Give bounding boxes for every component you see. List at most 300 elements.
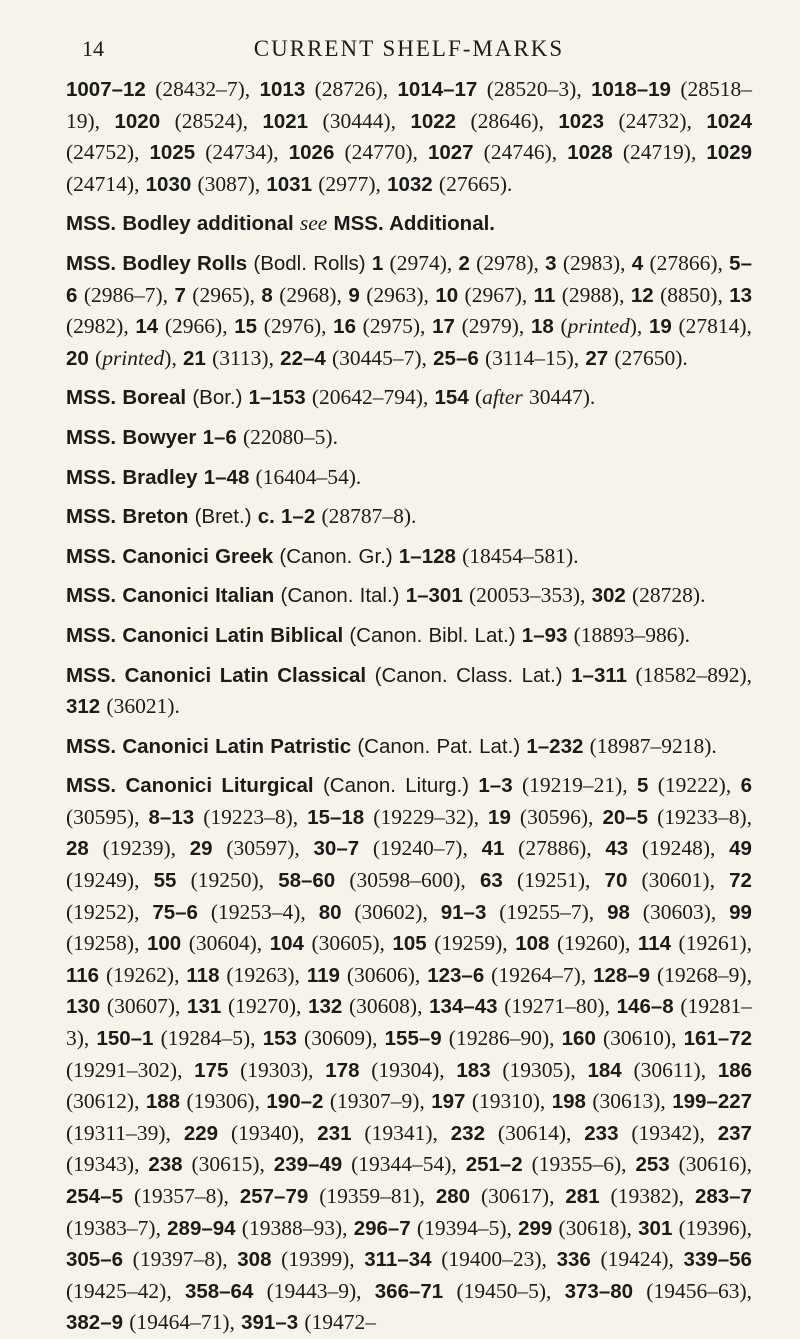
reference-text: (30605), xyxy=(311,931,385,956)
reference-text: (19344–54), xyxy=(351,1152,457,1177)
reference-text: (3113), xyxy=(212,345,274,370)
reference-text: (24770), xyxy=(344,140,418,165)
reference-text: (8850), xyxy=(660,282,723,307)
reference-text: (30445–7), xyxy=(331,345,427,370)
shelf-mark-number: 161–72 xyxy=(683,1027,753,1051)
reference-text: (Canon. Gr.) xyxy=(279,544,393,568)
reference-text: (30607), xyxy=(106,994,181,1019)
reference-text: (19425–42), xyxy=(66,1278,172,1303)
shelf-mark-number: 41 xyxy=(481,837,505,861)
shelf-mark-number: 301 xyxy=(638,1216,673,1240)
reference-text: (19397–8), xyxy=(132,1247,228,1272)
reference-text: (20053–353), xyxy=(468,583,586,608)
shelf-mark-number: 17 xyxy=(432,315,455,339)
shelf-mark-number: 100 xyxy=(146,932,182,956)
shelf-mark-number: 5 xyxy=(637,774,649,798)
reference-text: (30604), xyxy=(188,931,263,956)
reference-text: (19472– xyxy=(304,1310,377,1335)
shelf-mark-number: 118 xyxy=(186,963,220,987)
reference-text: (19304), xyxy=(371,1057,445,1082)
shelf-mark-number: 30–7 xyxy=(313,837,360,861)
reference-text: (2966), xyxy=(164,314,228,339)
shelf-mark-number: 1020 xyxy=(114,109,161,133)
shelf-mark-number: 232 xyxy=(450,1121,485,1145)
shelf-mark-number: 289–94 xyxy=(167,1216,236,1240)
reference-text: (28728). xyxy=(632,583,706,608)
reference-text: (2976), xyxy=(263,314,327,339)
shelf-mark-number: 14 xyxy=(135,315,159,339)
reference-text: (2978), xyxy=(476,250,539,275)
shelf-mark-number: 119 xyxy=(306,963,340,987)
reference-text: (Canon. Class. Lat.) xyxy=(374,663,563,687)
reference-text: (2979), xyxy=(461,314,525,339)
shelf-mark-number: 80 xyxy=(318,900,342,924)
shelf-mark-number: 114 xyxy=(637,932,671,956)
shelf-mark-number: 5–6 xyxy=(66,251,752,307)
reference-text: (Canon. Bibl. Lat.) xyxy=(349,623,516,647)
shelf-mark-number: 251–2 xyxy=(465,1153,523,1177)
reference-text: (30617), xyxy=(481,1184,555,1208)
reference-text: (24732), xyxy=(618,108,692,133)
reference-text: (2982), xyxy=(66,314,129,339)
reference-text: (19306), xyxy=(186,1089,260,1114)
shelf-mark-number: 20–5 xyxy=(602,805,649,829)
reference-text: (19259), xyxy=(434,931,508,956)
reference-text: (16404–54). xyxy=(255,464,362,489)
shelf-mark-number: 373–80 xyxy=(564,1279,634,1303)
reference-text: (30598–600), xyxy=(349,868,466,893)
reference-text: (19307–9), xyxy=(329,1089,425,1114)
shelf-mark-entry xyxy=(66,422,752,454)
reference-text: (27650). xyxy=(614,345,688,370)
shelf-mark-number: 134–43 xyxy=(429,995,498,1019)
shelf-mark-number: 3 xyxy=(545,251,557,275)
shelf-mark-number: 22–4 xyxy=(280,346,326,370)
reference-text: (19258), xyxy=(66,931,140,956)
reference-text: (Canon. Ital.) xyxy=(280,584,400,608)
reference-text: (30611), xyxy=(633,1057,707,1082)
shelf-mark-number: MSS. Canonici Liturgical xyxy=(66,774,314,798)
reference-text: (3114–15), xyxy=(484,345,580,370)
shelf-mark-number: 1021 xyxy=(262,109,309,133)
reference-text: (19223–8), xyxy=(203,804,299,829)
shelf-mark-entry xyxy=(66,620,752,652)
shelf-mark-entry xyxy=(66,501,752,533)
shelf-mark-number: 229 xyxy=(183,1121,219,1145)
reference-text: (19399), xyxy=(281,1247,355,1272)
shelf-mark-number: 1013 xyxy=(259,78,306,101)
reference-text: (28726), xyxy=(314,77,389,101)
shelf-mark-number: 132 xyxy=(308,995,343,1019)
reference-text: (24714), xyxy=(66,171,140,196)
reference-text: (30613), xyxy=(592,1089,666,1114)
shelf-mark-number: 188 xyxy=(145,1090,181,1114)
shelf-mark-number: MSS. Canonici Latin Classical xyxy=(66,663,367,687)
reference-text: (19388–93), xyxy=(241,1215,348,1240)
reference-text: (19249), xyxy=(66,868,140,893)
shelf-mark-number: 155–9 xyxy=(384,1027,442,1051)
reference-text: (19303), xyxy=(240,1057,314,1082)
reference-text: (27886), xyxy=(518,836,592,861)
shelf-mark-number: 18 xyxy=(530,315,554,339)
shelf-mark-number: MSS. Canonici Latin Patristic xyxy=(66,734,352,758)
shelf-mark-number: 296–7 xyxy=(353,1216,411,1240)
reference-text: (19261), xyxy=(678,931,752,956)
shelf-mark-number: 1014–17 xyxy=(397,78,478,101)
shelf-mark-number: 1–232 xyxy=(526,734,584,758)
reference-text: ), xyxy=(629,314,643,339)
shelf-mark-number: 131 xyxy=(187,995,222,1019)
reference-text: (19400–23), xyxy=(441,1247,547,1272)
shelf-mark-number: 19 xyxy=(648,315,672,339)
shelf-mark-number: 1 xyxy=(371,251,384,275)
shelf-mark-number: 55 xyxy=(153,869,177,893)
shelf-mark-number: MSS. Boreal xyxy=(66,386,187,410)
reference-text: (30601), xyxy=(641,868,715,893)
reference-text: (19255–7), xyxy=(499,899,595,924)
reference-text: (Canon. Liturg.) xyxy=(322,774,470,798)
shelf-mark-number: 197 xyxy=(431,1090,466,1114)
shelf-mark-number: 198 xyxy=(551,1090,586,1114)
reference-text: (19286–90), xyxy=(448,1026,555,1051)
shelf-mark-entry xyxy=(66,541,752,573)
reference-text: (19229–32), xyxy=(373,804,479,829)
reference-text: (30603), xyxy=(642,899,717,924)
shelf-mark-number: 43 xyxy=(605,837,629,861)
reference-text: (19248), xyxy=(641,836,716,861)
reference-text: (19240–7), xyxy=(372,836,468,861)
shelf-mark-number: MSS. Canonici Italian xyxy=(66,584,275,608)
shelf-mark-number: 183 xyxy=(456,1058,491,1082)
shelf-mark-number: 308 xyxy=(237,1248,272,1272)
shelf-mark-number: 239–49 xyxy=(273,1153,343,1177)
reference-text: (19396), xyxy=(678,1215,753,1240)
shelf-mark-number: 15 xyxy=(234,315,258,339)
shelf-mark-number: 302 xyxy=(591,584,626,608)
reference-text: (19271–80), xyxy=(504,994,610,1019)
shelf-mark-number: 12 xyxy=(630,283,654,307)
shelf-mark-number: MSS. Breton xyxy=(66,505,189,529)
shelf-mark-number: 175 xyxy=(194,1058,229,1082)
reference-text: (24746), xyxy=(483,140,558,165)
shelf-mark-number: MSS. Bodley Rolls xyxy=(66,251,248,275)
reference-text: (18582–892), xyxy=(635,662,752,687)
shelf-mark-number: 99 xyxy=(729,900,752,924)
shelf-mark-number: 1–6 xyxy=(202,425,237,449)
shelf-mark-number: 29 xyxy=(189,837,213,861)
shelf-mark-number: 366–71 xyxy=(374,1279,444,1303)
shelf-mark-number: 312 xyxy=(66,695,101,719)
shelf-mark-entry xyxy=(66,208,752,240)
reference-text: (Canon. Pat. Lat.) xyxy=(357,734,521,758)
reference-text: (19340), xyxy=(230,1120,305,1145)
shelf-mark-number: 104 xyxy=(269,932,304,956)
reference-text: (19284–5), xyxy=(160,1026,256,1051)
reference-text: (19253–4), xyxy=(210,899,306,924)
reference-text: (19305), xyxy=(502,1057,576,1082)
reference-text: (30608), xyxy=(349,994,423,1019)
shelf-mark-number: MSS. Additional. xyxy=(333,212,495,236)
reference-text: (19357–8), xyxy=(133,1184,229,1208)
shelf-mark-number: 186 xyxy=(717,1058,753,1082)
shelf-mark-number: 391–3 xyxy=(241,1311,299,1335)
shelf-mark-number: 1–128 xyxy=(398,544,456,568)
reference-text: (24752), xyxy=(66,140,140,165)
reference-text: (30618), xyxy=(558,1215,632,1240)
reference-text: 30447). xyxy=(528,385,596,410)
reference-text: (30444), xyxy=(322,108,396,133)
reference-text: (19464–71), xyxy=(129,1310,235,1335)
shelf-mark-number: 25–6 xyxy=(433,346,479,370)
reference-text: (19270), xyxy=(227,994,302,1019)
shelf-mark-number: 146–8 xyxy=(616,995,674,1019)
shelf-mark-number: 128–9 xyxy=(593,963,651,987)
reference-text: (2965), xyxy=(192,282,255,307)
shelf-mark-number: 10 xyxy=(435,283,459,307)
shelf-mark-entry xyxy=(66,660,752,723)
reference-text: ( xyxy=(95,345,103,370)
shelf-mark-number: 6 xyxy=(740,774,752,798)
reference-text: (22080–5). xyxy=(243,424,338,449)
reference-text: (30609), xyxy=(304,1026,378,1051)
shelf-mark-entry xyxy=(66,74,752,200)
shelf-mark-number: 1–311 xyxy=(571,663,628,687)
reference-text: (28520–3), xyxy=(486,77,582,101)
shelf-mark-number: 1031 xyxy=(266,172,312,196)
reference-text: (19263), xyxy=(226,962,300,987)
shelf-mark-number: 1–3 xyxy=(478,774,513,798)
shelf-mark-number: 1027 xyxy=(427,141,474,165)
reference-text: (24719), xyxy=(622,140,697,165)
shelf-mark-number: 299 xyxy=(518,1216,553,1240)
shelf-mark-number: c. 1–2 xyxy=(257,505,316,529)
reference-text: (19310), xyxy=(471,1089,546,1114)
shelf-mark-number: 257–79 xyxy=(239,1185,309,1208)
reference-text: (19450–5), xyxy=(456,1278,552,1303)
shelf-mark-number: 11 xyxy=(533,283,556,307)
reference-text: (19250), xyxy=(190,868,265,893)
shelf-mark-number: MSS. Bradley xyxy=(66,465,198,489)
reference-text: (30614), xyxy=(497,1120,572,1145)
reference-text: (30602), xyxy=(354,899,428,924)
shelf-mark-number: 19 xyxy=(488,805,511,829)
reference-text: (19264–7), xyxy=(491,962,587,987)
shelf-mark-number: 91–3 xyxy=(440,900,487,924)
note-text: after xyxy=(482,385,523,410)
shelf-mark-number: 28 xyxy=(66,837,89,861)
shelf-mark-entry xyxy=(66,580,752,612)
reference-text: (18893–986). xyxy=(573,622,691,647)
shelf-mark-number: 105 xyxy=(392,932,427,956)
reference-text: (30612), xyxy=(66,1089,140,1114)
shelf-mark-number: MSS. Canonici Latin Biblical xyxy=(66,623,344,647)
reference-text: ( xyxy=(474,385,483,410)
shelf-mark-number: 184 xyxy=(587,1058,622,1082)
shelf-mark-number: 382–9 xyxy=(66,1311,124,1335)
shelf-mark-number: 237 xyxy=(717,1121,752,1145)
shelf-mark-number: 154 xyxy=(434,386,469,410)
shelf-mark-number: 150–1 xyxy=(96,1027,154,1051)
page-number: 14 xyxy=(82,36,104,61)
shelf-mark-number: 21 xyxy=(183,346,206,370)
shelf-mark-number: 1022 xyxy=(410,109,457,133)
reference-text: (Bret.) xyxy=(194,505,252,529)
shelf-mark-number: 7 xyxy=(174,283,186,307)
reference-text: (28524), xyxy=(174,108,249,133)
reference-text: (19291–302), xyxy=(66,1057,183,1082)
reference-text: (28646), xyxy=(470,108,544,133)
reference-text: (19251), xyxy=(516,868,591,893)
reference-text: (24734), xyxy=(205,140,279,165)
reference-text: (19311–39), xyxy=(66,1120,171,1145)
shelf-mark-number: 27 xyxy=(585,346,609,370)
note-text: printed xyxy=(567,314,630,339)
shelf-mark-number: 63 xyxy=(479,869,503,893)
reference-text: (2986–7), xyxy=(83,282,169,307)
reference-text: (2967), xyxy=(464,282,528,307)
reference-text: (2988), xyxy=(561,282,625,307)
reference-text: (19359–81), xyxy=(319,1184,425,1208)
shelf-mark-number: 1026 xyxy=(288,141,335,165)
shelf-mark-number: 1007–12 xyxy=(66,78,146,101)
reference-text: (19424), xyxy=(600,1247,674,1272)
shelf-mark-number: 116 xyxy=(66,963,100,987)
reference-text: (19456–63), xyxy=(646,1278,752,1303)
reference-text: (19394–5), xyxy=(416,1215,512,1240)
reference-text: (19252), xyxy=(66,899,140,924)
reference-text: (2975), xyxy=(362,314,426,339)
reference-text: (30596), xyxy=(519,804,594,829)
shelf-mark-entry xyxy=(66,462,752,494)
shelf-mark-number: 1–93 xyxy=(521,623,568,647)
shelf-mark-number: 58–60 xyxy=(278,869,336,893)
shelf-mark-number: 238 xyxy=(148,1153,183,1177)
reference-text: (19281–3), xyxy=(66,994,753,1051)
reference-text: (2974), xyxy=(389,250,453,275)
reference-text: (2968), xyxy=(279,282,342,307)
shelf-mark-number: 16 xyxy=(333,315,356,339)
shelf-mark-number: 1–301 xyxy=(405,584,463,608)
reference-text: (19239), xyxy=(102,836,177,861)
reference-text: (19233–8), xyxy=(657,804,753,829)
reference-text: (28518–19), xyxy=(66,77,753,133)
reference-text: (30595), xyxy=(66,804,140,829)
shelf-mark-number: 8 xyxy=(261,283,273,307)
shelf-mark-number: 358–64 xyxy=(184,1279,254,1303)
reference-text: (30615), xyxy=(191,1152,265,1177)
page-header xyxy=(66,30,752,66)
shelf-mark-number: 98 xyxy=(607,900,630,924)
shelf-mark-number: 190–2 xyxy=(266,1090,324,1114)
shelf-mark-number: 1030 xyxy=(145,172,192,196)
reference-text: ), xyxy=(164,345,177,370)
reference-text: (3087), xyxy=(197,171,261,196)
reference-text: (2983), xyxy=(562,250,626,275)
shelf-mark-number: 1–153 xyxy=(248,386,306,410)
reference-text: (19222), xyxy=(657,773,732,798)
shelf-mark-number: MSS. Canonici Greek xyxy=(66,544,274,568)
shelf-mark-number: 49 xyxy=(729,837,752,861)
shelf-mark-number: 108 xyxy=(515,932,550,956)
reference-text: (27814), xyxy=(678,314,752,339)
shelf-mark-number: 1032 xyxy=(387,172,433,196)
reference-text: (28432–7), xyxy=(155,77,251,101)
shelf-mark-number: 1023 xyxy=(558,109,605,133)
shelf-mark-number: 1–48 xyxy=(203,465,250,489)
shelf-mark-number: 15–18 xyxy=(307,805,365,829)
reference-text: (19355–6), xyxy=(531,1152,627,1177)
shelf-mark-number: 178 xyxy=(325,1058,360,1082)
shelf-mark-number: 72 xyxy=(729,869,752,893)
reference-text: (28787–8). xyxy=(321,504,417,529)
shelf-mark-number: 233 xyxy=(584,1121,619,1145)
shelf-mark-entry xyxy=(66,248,752,374)
shelf-mark-number: 160 xyxy=(561,1027,596,1051)
shelf-mark-number: 1029 xyxy=(706,141,753,165)
running-head: CURRENT SHELF-MARKS xyxy=(253,36,565,61)
shelf-mark-number: 339–56 xyxy=(683,1248,752,1272)
shelf-mark-number: MSS. Bowyer xyxy=(66,425,197,449)
reference-text: (30616), xyxy=(678,1152,753,1177)
shelf-mark-entry xyxy=(66,770,752,1339)
note-text: see xyxy=(299,211,328,236)
shelf-mark-number: 1025 xyxy=(149,141,196,165)
shelf-mark-number: 305–6 xyxy=(66,1248,124,1272)
reference-text: (19260), xyxy=(556,931,631,956)
shelf-mark-number: 336 xyxy=(556,1248,591,1272)
shelf-mark-entries xyxy=(66,74,752,1339)
reference-text: (18987–9218). xyxy=(589,733,717,758)
shelf-mark-number: 253 xyxy=(635,1153,670,1177)
reference-text: (19342), xyxy=(631,1120,705,1145)
shelf-mark-number: MSS. Bodley additional xyxy=(66,212,294,236)
shelf-mark-number: 283–7 xyxy=(694,1185,752,1208)
shelf-mark-number: 123–6 xyxy=(427,963,485,987)
reference-text: (2977), xyxy=(318,171,381,196)
shelf-mark-number: 1018–19 xyxy=(591,78,671,101)
note-text: printed xyxy=(102,345,165,370)
reference-text: (Bodl. Rolls) xyxy=(253,251,366,275)
reference-text: (30606), xyxy=(346,962,421,987)
shelf-mark-number: 130 xyxy=(66,995,101,1019)
shelf-mark-number: 231 xyxy=(317,1121,352,1145)
reference-text: (19382), xyxy=(610,1184,684,1208)
shelf-mark-number: 2 xyxy=(458,251,470,275)
reference-text: (19341), xyxy=(364,1120,438,1145)
shelf-mark-number: 75–6 xyxy=(152,900,198,924)
shelf-mark-number: 199–227 xyxy=(672,1090,753,1114)
reference-text: (19268–9), xyxy=(657,962,752,987)
reference-text: (19383–7), xyxy=(66,1215,161,1240)
shelf-mark-number: 70 xyxy=(604,869,628,893)
shelf-mark-number: 1028 xyxy=(567,141,613,165)
shelf-mark-entry xyxy=(66,382,752,414)
shelf-mark-entry xyxy=(66,731,752,763)
shelf-mark-number: 153 xyxy=(262,1027,297,1051)
shelf-mark-number: 13 xyxy=(729,283,753,307)
reference-text: (19343), xyxy=(66,1152,140,1177)
reference-text: (30610), xyxy=(603,1026,677,1051)
shelf-mark-number: 1024 xyxy=(706,109,752,133)
shelf-mark-number: 311–34 xyxy=(364,1248,432,1272)
reference-text: (19262), xyxy=(106,962,180,987)
reference-text: (27866), xyxy=(649,250,723,275)
shelf-mark-number: 254–5 xyxy=(66,1185,124,1208)
reference-text: (19219–21), xyxy=(521,773,628,798)
reference-text: (19443–9), xyxy=(266,1278,362,1303)
reference-text: (2963), xyxy=(366,282,429,307)
reference-text: (27665). xyxy=(438,171,513,196)
